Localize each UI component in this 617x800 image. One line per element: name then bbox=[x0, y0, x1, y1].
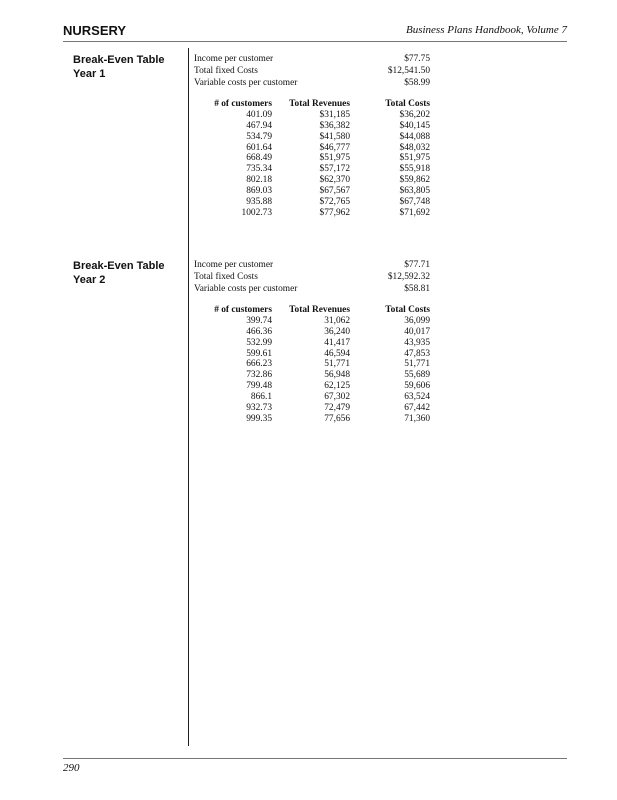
table-cell: 43,935 bbox=[404, 337, 430, 348]
side-title-line: Break-Even Table bbox=[73, 260, 165, 272]
table-cell: $59,862 bbox=[399, 175, 430, 186]
table-cell: 77,656 bbox=[324, 413, 350, 424]
table-cell: 935.88 bbox=[246, 197, 272, 208]
summary-label: Total fixed Costs bbox=[194, 66, 258, 76]
table-cell: 36,240 bbox=[324, 326, 350, 337]
column-header: # of customers bbox=[214, 305, 272, 315]
table-cell: 399.74 bbox=[246, 315, 272, 326]
table-cell: 932.73 bbox=[246, 403, 272, 414]
table-cell: $41,580 bbox=[319, 131, 350, 142]
table-cell: $36,382 bbox=[319, 120, 350, 131]
table-cell: 401.09 bbox=[246, 109, 272, 120]
break-even-table bbox=[194, 99, 430, 219]
table-cell: 40,017 bbox=[404, 326, 430, 337]
table-cell: 999.35 bbox=[246, 413, 272, 424]
column-header: Total Revenues bbox=[289, 99, 350, 109]
table-cell: 599.61 bbox=[246, 348, 272, 359]
table-row bbox=[194, 392, 430, 403]
summary-label: Income per customer bbox=[194, 260, 274, 270]
summary-label: Income per customer bbox=[194, 54, 274, 64]
table-cell: 31,062 bbox=[324, 315, 350, 326]
table-cell: 59,606 bbox=[404, 381, 430, 392]
table-cell: 51,771 bbox=[404, 359, 430, 370]
table-cell: 869.03 bbox=[246, 186, 272, 197]
table-cell: 735.34 bbox=[246, 164, 272, 175]
running-header-section: NURSERY bbox=[63, 23, 127, 38]
summary-label: Variable costs per customer bbox=[194, 78, 298, 88]
column-header: Total Costs bbox=[385, 305, 430, 315]
table-row bbox=[194, 349, 430, 360]
table-cell: 41,417 bbox=[324, 337, 350, 348]
side-title-line: Year 1 bbox=[73, 68, 106, 80]
table-cell: $36,202 bbox=[399, 109, 430, 120]
side-title-year1 bbox=[73, 53, 165, 81]
table-cell: 67,442 bbox=[404, 403, 430, 414]
table-cell: $72,765 bbox=[319, 197, 350, 208]
table-row bbox=[194, 121, 430, 132]
table-cell: $63,805 bbox=[399, 186, 430, 197]
table-cell: $51,975 bbox=[319, 153, 350, 164]
summary-value: $77.75 bbox=[404, 54, 430, 64]
side-title-year2 bbox=[73, 259, 165, 287]
table-cell: 71,360 bbox=[404, 413, 430, 424]
table-cell: $40,145 bbox=[399, 120, 430, 131]
table-row bbox=[194, 186, 430, 197]
column-header: Total Costs bbox=[385, 99, 430, 109]
table-cell: 47,853 bbox=[404, 348, 430, 359]
table-row bbox=[194, 153, 430, 164]
summary-row bbox=[194, 259, 430, 271]
table-cell: $67,748 bbox=[399, 197, 430, 208]
break-even-section-year1 bbox=[194, 53, 430, 219]
table-cell: 466.36 bbox=[246, 326, 272, 337]
table-cell: $48,032 bbox=[399, 142, 430, 153]
summary-row bbox=[194, 77, 430, 89]
summary-value: $12,541.50 bbox=[387, 66, 430, 76]
summary-value: $77.71 bbox=[404, 260, 430, 270]
table-row bbox=[194, 110, 430, 121]
table-cell: 36,099 bbox=[404, 315, 430, 326]
table-cell: $71,692 bbox=[399, 207, 430, 218]
table-cell: 802.18 bbox=[246, 175, 272, 186]
table-cell: 799.48 bbox=[246, 381, 272, 392]
table-cell: $46,777 bbox=[319, 142, 350, 153]
column-divider bbox=[188, 48, 189, 746]
table-row bbox=[194, 403, 430, 414]
table-header bbox=[194, 305, 430, 316]
table-cell: $44,088 bbox=[399, 131, 430, 142]
table-cell: $55,918 bbox=[399, 164, 430, 175]
table-row bbox=[194, 338, 430, 349]
table-cell: 63,524 bbox=[404, 392, 430, 403]
table-cell: 866.1 bbox=[250, 392, 272, 403]
table-cell: 534.79 bbox=[246, 131, 272, 142]
break-even-table bbox=[194, 305, 430, 425]
table-cell: $31,185 bbox=[319, 109, 350, 120]
table-cell: $67,567 bbox=[319, 186, 350, 197]
break-even-section-year2 bbox=[194, 259, 430, 425]
side-title-line: Break-Even Table bbox=[73, 54, 165, 66]
table-cell: 668.49 bbox=[246, 153, 272, 164]
table-row bbox=[194, 359, 430, 370]
table-row bbox=[194, 143, 430, 154]
table-row bbox=[194, 175, 430, 186]
table-cell: 55,689 bbox=[404, 370, 430, 381]
table-cell: $51,975 bbox=[399, 153, 430, 164]
summary-label: Total fixed Costs bbox=[194, 272, 258, 282]
table-cell: 467.94 bbox=[246, 120, 272, 131]
table-cell: 72,479 bbox=[324, 403, 350, 414]
table-row bbox=[194, 414, 430, 425]
table-cell: $62,370 bbox=[319, 175, 350, 186]
summary-row bbox=[194, 53, 430, 65]
table-cell: $77,962 bbox=[319, 207, 350, 218]
summary-row bbox=[194, 283, 430, 295]
table-cell: 62,125 bbox=[324, 381, 350, 392]
summary-label: Variable costs per customer bbox=[194, 284, 298, 294]
table-cell: $57,172 bbox=[319, 164, 350, 175]
table-cell: 56,948 bbox=[324, 370, 350, 381]
table-row bbox=[194, 381, 430, 392]
table-cell: 67,302 bbox=[324, 392, 350, 403]
page-number: 290 bbox=[63, 762, 80, 774]
summary-value: $12,592.32 bbox=[387, 272, 430, 282]
footer-rule bbox=[63, 758, 567, 759]
table-cell: 46,594 bbox=[324, 348, 350, 359]
side-title-line: Year 2 bbox=[73, 274, 106, 286]
table-cell: 666.23 bbox=[246, 359, 272, 370]
summary-value: $58.81 bbox=[404, 284, 430, 294]
table-row bbox=[194, 327, 430, 338]
table-cell: 51,771 bbox=[324, 359, 350, 370]
header-rule bbox=[63, 41, 567, 42]
table-row bbox=[194, 164, 430, 175]
summary-row bbox=[194, 271, 430, 283]
column-header: Total Revenues bbox=[289, 305, 350, 315]
table-cell: 601.64 bbox=[246, 142, 272, 153]
table-row bbox=[194, 132, 430, 143]
table-cell: 732.86 bbox=[246, 370, 272, 381]
table-row bbox=[194, 316, 430, 327]
table-header bbox=[194, 99, 430, 110]
column-header: # of customers bbox=[214, 99, 272, 109]
running-header-book-title: Business Plans Handbook, Volume 7 bbox=[405, 24, 567, 36]
summary-row bbox=[194, 65, 430, 77]
table-cell: 532.99 bbox=[246, 337, 272, 348]
table-row bbox=[194, 197, 430, 208]
table-row bbox=[194, 208, 430, 219]
table-cell: 1002.73 bbox=[241, 207, 272, 218]
summary-value: $58.99 bbox=[404, 78, 430, 88]
table-row bbox=[194, 370, 430, 381]
